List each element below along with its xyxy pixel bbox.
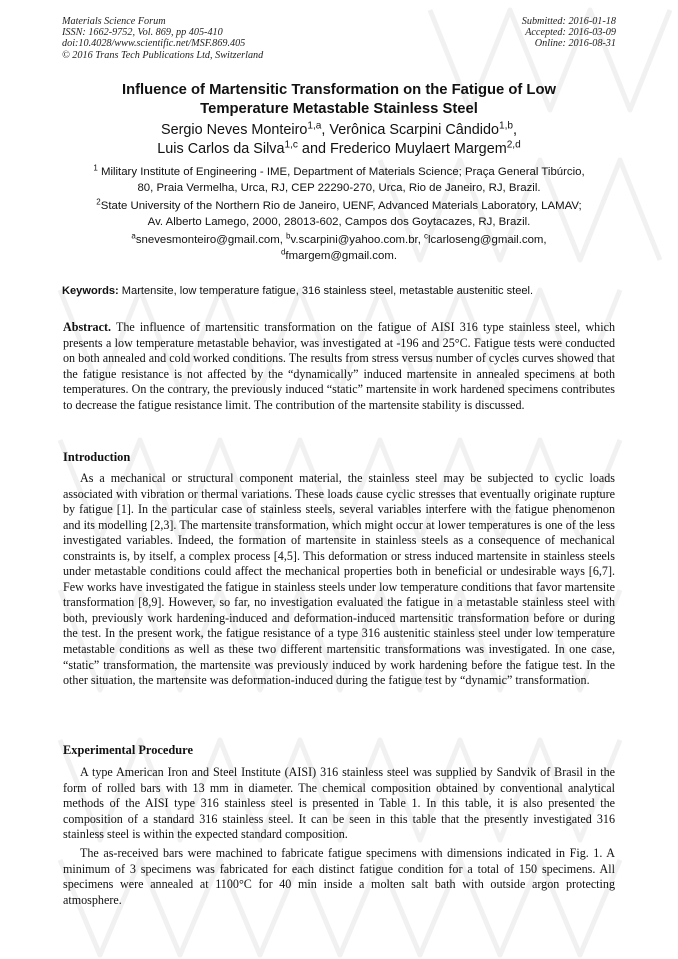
author-separator: ,	[513, 122, 517, 138]
author-3: Luis Carlos da Silva	[157, 140, 285, 157]
abstract-label: Abstract.	[63, 320, 112, 334]
author-line-2	[62, 140, 616, 159]
affiliation-1-line-2: 80, Praia Vermelha, Urca, RJ, CEP 22290-270, Urca, Rio de Janeiro, RJ, Brazil.	[137, 181, 541, 194]
abstract	[63, 320, 615, 413]
keywords-text: Martensite, low temperature fatigue, 316 stainless steel, metastable austenitic steel.	[118, 285, 534, 297]
affiliation-2-sup: 2	[96, 197, 101, 207]
email-a-link[interactable]: snevesmonteiro@gmail.com,	[135, 234, 287, 246]
paper-title	[62, 81, 616, 118]
affiliation-1-text-1: Military Institute of Engineering - IME, Department of Materials Science; Praça General Tibúrcio,	[97, 166, 585, 178]
author-list	[62, 121, 616, 158]
author-1-sup: 1,a	[307, 120, 322, 132]
introduction-paragraph: As a mechanical or structural component material, the stainless steel may be subjected to cyclic loads associated with vibration or thermal variations. These loads cause cyclic stresses that eventually originate rupture by fatigue [1]. In the particular case of stainless steels, several variables interfere with the fatigue phenomenon and its modelling [2,3]. The martensite transformation, which might occur at lower temperatures is one of the less investigated variables. Indeed, the formation of martensite in stainless steels as a consequence of mechanical constraints is, by itself, a complex process [4,5]. This deformation or stress induced martensite in stainless steels under metastable conditions could affect the mechanical properties both in beneficial or undesirable ways [6,7]. Few works have investigated the fatigue in stainless steels under low temperature conditions that favor martensite transformation [8,9]. However, so far, no investigation evaluated the fatigue in a metastable stainless steel with both, previously work hardening-induced and deformation-induced martensitic transformation before or during the test. In the present work, the fatigue resistance of a type 316 austenitic stainless steel under low temperature metastable conditions as well as these two different martensitic transformations was investigated. In one case, “static” transformation, the martensite was previously induced by work hardening before the fatigue test. In the other situation, the martensite was deformation-induced during the fatigue test by “dynamic” transformation.	[63, 471, 615, 688]
keywords-label: Keywords:	[62, 285, 119, 297]
email-d-link[interactable]: fmargem@gmail.com.	[285, 249, 397, 262]
email-d-sup: d	[280, 247, 286, 257]
author-1: Sergio Neves Monteiro	[161, 122, 308, 138]
affiliation-2-line-1	[62, 199, 616, 215]
experimental-paragraph-2: The as-received bars were machined to fabricate fatigue specimens with dimensions indicated in Fig. 1. A minimum of 3 specimens was fabricated for each distinct fatigue condition for a total of 150 specimens. All specimens were annealed at 1100°C for 40 min inside a molten salt bath with outside argon protecting atmosphere.	[63, 846, 615, 907]
affiliation-2-text-1: State University of the Northern Rio de Janeiro, UENF, Advanced Materials Laboratory, LAMAV;	[100, 200, 582, 212]
email-c-sup: c	[424, 231, 429, 241]
keywords	[62, 284, 616, 299]
journal-name: Materials Science Forum	[62, 16, 166, 27]
journal-issn: ISSN: 1662-9752, Vol. 869, pp 405-410	[62, 27, 223, 39]
title-line-1: Influence of Martensitic Transformation on the Fatigue of Low	[121, 82, 557, 98]
emails-line-2	[62, 249, 616, 265]
submission-dates	[522, 16, 616, 50]
title-line-2: Temperature Metastable Stainless Steel	[200, 100, 478, 117]
journal-doi: doi:10.4028/www.scientific.net/MSF.869.405	[62, 38, 246, 50]
affiliation-2-line-2: Av. Alberto Lamego, 2000, 28013-602, Campos dos Goytacazes, RJ, Brazil.	[147, 215, 531, 228]
author-2-sup: 1,b	[498, 120, 513, 132]
accepted-date: Accepted: 2016-03-09	[525, 27, 616, 39]
author-4: and Frederico Muylaert Margem	[297, 140, 507, 157]
author-3-sup: 1,c	[284, 138, 298, 150]
submitted-date: Submitted: 2016-01-18	[521, 16, 616, 27]
affiliation-2	[62, 199, 616, 230]
experimental-paragraph-1: A type American Iron and Steel Institute (AISI) 316 stainless steel was supplied by Sandvik of Brasil in the form of rolled bars with 13 mm in diameter. The chemical composition obtained by conventional analytical methods of the AISI type 316 stainless steel is presented in Table 1. In this table, it is also presented the composition of a standard 316 stainless steel. It can be seen in this table that the presently investigated 316 stainless steel is within the expected standard composition.	[63, 765, 615, 842]
email-a-sup: a	[131, 231, 136, 241]
author-line-1	[62, 121, 616, 140]
author-4-sup: 2,d	[506, 138, 521, 150]
emails-line-1	[62, 233, 616, 249]
author-2: , Verônica Scarpini Cândido	[321, 122, 499, 138]
affiliation-1-line-1	[62, 165, 616, 181]
email-c-link[interactable]: lcarloseng@gmail.com,	[428, 234, 547, 246]
author-emails	[62, 233, 616, 264]
abstract-text: The influence of martensitic transformation on the fatigue of AISI 316 type stainless steel, which presents a low temperature metastable behavior, was investigated at -196 and 25°C. Fatigue tests were conducted on both annealed and cold worked conditions. The results from stress versus number of cycles curves showed that the fatigue resistance is not affected by the “dynamically” induced martensite in annealed specimens at both temperatures. On the contrary, the previously induced “static” martensite in work hardened specimens contributes to decrease the fatigue resistance limit. The contribution of the martensite stability is discussed.	[63, 320, 615, 412]
journal-copyright: © 2016 Trans Tech Publications Ltd, Switzerland	[62, 49, 264, 61]
email-b-sup: b	[286, 231, 291, 241]
introduction-heading: Introduction	[63, 450, 131, 464]
affiliation-1	[62, 165, 616, 196]
affiliation-1-sup: 1	[93, 163, 98, 173]
experimental-heading: Experimental Procedure	[63, 743, 193, 757]
online-date: Online: 2016-08-31	[534, 38, 616, 50]
email-b-link[interactable]: v.scarpini@yahoo.com.br,	[290, 234, 425, 246]
journal-info	[62, 16, 263, 61]
